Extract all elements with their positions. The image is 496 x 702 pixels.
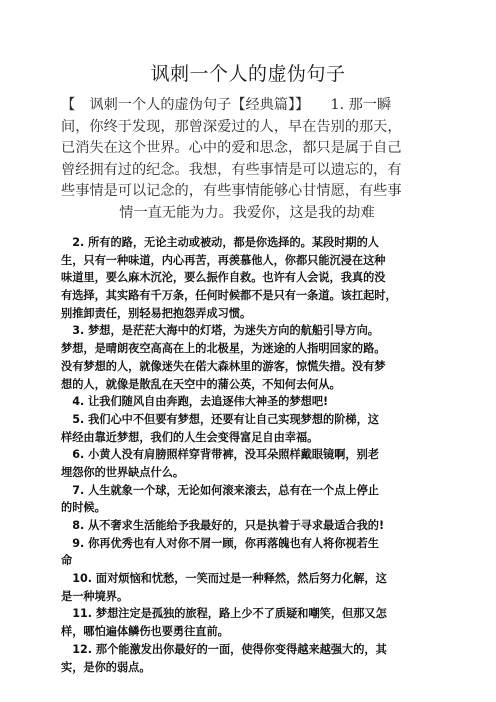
body-line: 5. 我们心中不但要有梦想，还要有让自己实现梦想的阶梯，这	[61, 412, 379, 426]
intro-line: 些事情是可以记念的，有些事情能够心甘情愿，有些事	[61, 183, 402, 200]
body-line: 样经由靠近梦想，我们的人生会变得富足自由幸福。	[61, 430, 319, 444]
body-line: 3. 梦想，是茫茫大海中的灯塔，为迷失方向的航船引导方向。	[61, 324, 379, 338]
body-line: 9. 你再优秀也有人对你不屑一顾，你再落魄也有人将你视若生	[61, 536, 379, 550]
body-line: 梦想，是晴朗夜空高高在上的北极星，为迷途的人指明回家的路。	[61, 342, 386, 356]
body-line: 12. 那个能激发出你最好的一面，使得你变得越来越强大的，其	[61, 642, 387, 656]
body-line: 4. 让我们随风自由奔跑，去追逐伟大神圣的梦想吧!	[61, 395, 329, 409]
body-line: 实，是你的弱点。	[61, 660, 151, 674]
intro-line: 曾经拥有过的纪念。我想，有些事情是可以遗忘的，有	[61, 161, 402, 178]
document-title: 讽刺一个人的虚伪句子	[150, 63, 346, 85]
body-line: 是一种境界。	[61, 589, 129, 603]
body-line: 8. 从不奢求生活能给予我最好的，只是执着于寻求最适合我的!	[61, 519, 385, 532]
body-line: 2. 所有的路，无论主动或被动，都是你选择的。某段时期的人	[61, 236, 379, 249]
body-line: 生，只有一种味道，内心再苦，再羡慕他人，你都只能沉浸在这种	[61, 253, 386, 267]
body-line: 样，哪怕遍体鳞伤也要勇往直前。	[61, 625, 229, 639]
quote-list	[61, 234, 441, 676]
body-line: 有选择，其实路有千万条，任何时候都不是只有一条道。该扛起时，	[61, 289, 397, 303]
body-line: 没有梦想的人，就像迷失在偌大森林里的游客，惊慌失措。没有梦	[61, 359, 386, 373]
body-line: 命	[61, 554, 73, 568]
body-line: 味道里，要么麻木沉沦，要么振作自救。也许有人会说，我真的没	[61, 271, 386, 285]
intro-line: 已消失在这个世界。心中的爱和思念，都只是属于自己	[61, 140, 402, 157]
intro-paragraph	[61, 95, 433, 225]
body-line: 埋怨你的世界缺点什么。	[61, 465, 185, 479]
intro-line: 【 讽刺一个人的虚伪句子【经典篇】】 1. 那一瞬	[61, 97, 392, 113]
body-line: 10. 面对烦恼和忧愁，一笑而过是一种释然，然后努力化解，这	[61, 572, 387, 586]
body-line: 想的人，就像是散乱在天空中的蒲公英，不知何去何从。	[61, 377, 341, 391]
body-line: 6. 小黄人没有肩膀照样穿背带裤，没耳朵照样戴眼镜啊，别老	[61, 448, 379, 462]
intro-line: 情一直无能为力。我爱你，这是我的劫难	[119, 204, 375, 221]
body-line: 7. 人生就象一个球，无论如何滚来滚去，总有在一个点上停止	[61, 483, 379, 497]
body-line: 11. 梦想注定是孤独的旅程，路上少不了质疑和嘲笑，但那又怎	[61, 607, 387, 621]
intro-line: 间，你终于发现，那曾深爱过的人，早在告别的那天，	[61, 118, 402, 135]
body-line: 的时候。	[61, 501, 106, 515]
body-line: 别推卸责任，别轻易把抱怨弄成习惯。	[61, 306, 252, 320]
